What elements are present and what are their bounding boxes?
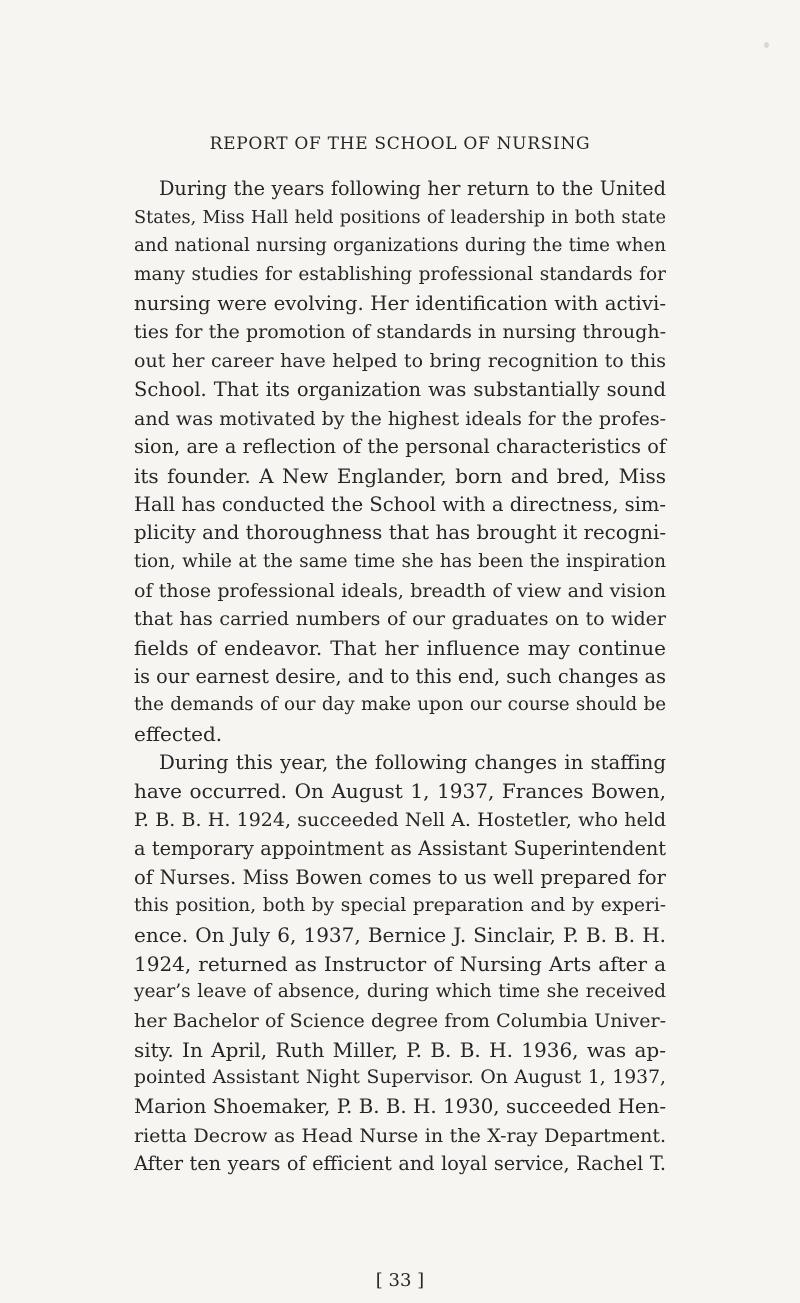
text-line: this position, both by special preparation and by experi- <box>134 895 666 917</box>
text-line: have occurred. On August 1, 1937, Frances Bowen, <box>134 779 666 804</box>
text-line: fields of endeavor. That her influence may continue <box>134 636 666 660</box>
text-line: sity. In April, Ruth Miller, P. B. B. H. 1936, was ap- <box>134 1037 666 1062</box>
text-line: nursing were evolving. Her identification with activi- <box>134 291 666 315</box>
text-line: School. That its organization was substantially sound <box>134 377 666 401</box>
text-line: effected. <box>134 722 223 747</box>
text-line: many studies for establishing professional standards for <box>134 264 666 286</box>
text-line: ties for the promotion of standards in nursing through- <box>134 321 666 344</box>
text-line: States, Miss Hall held positions of leadership in both state <box>134 207 666 228</box>
text-line: Hall has conducted the School with a directness, sim- <box>134 492 666 516</box>
text-line: plicity and thoroughness that has brought it recogni- <box>134 521 666 545</box>
text-line: After ten years of efficient and loyal service, Rachel T. <box>134 1152 666 1176</box>
text-line: sion, are a reflection of the personal characteristics of <box>134 435 666 459</box>
paper-speck <box>764 42 769 48</box>
text-line: and national nursing organizations during the time when <box>134 235 666 257</box>
text-line: its founder. A New Englander, born and bred, Miss <box>134 463 666 488</box>
text-line: that has carried numbers of our graduates on to wider <box>134 608 666 631</box>
text-line: rietta Decrow as Head Nurse in the X-ray Department. <box>134 1124 666 1147</box>
text-line: and was motivated by the highest ideals for the profes- <box>134 407 666 430</box>
text-line: During this year, the following changes in staffing <box>159 750 666 774</box>
text-line: pointed Assistant Night Supervisor. On August 1, 1937, <box>134 1067 666 1089</box>
text-line: a temporary appointment as Assistant Superintendent <box>134 836 666 860</box>
text-line: is our earnest desire, and to this end, such changes as <box>134 664 666 688</box>
text-line: Marion Shoemaker, P. B. B. H. 1930, succeeded Hen- <box>134 1095 666 1118</box>
text-line: P. B. B. H. 1924, succeeded Nell A. Hostetler, who held <box>134 809 666 832</box>
text-line: her Bachelor of Science degree from Columbia Univer- <box>134 1009 666 1032</box>
text-line: year’s leave of absence, during which time she received <box>134 981 666 1003</box>
body-text <box>134 175 666 1179</box>
text-line: During the years following her return to the United <box>159 177 666 200</box>
text-line: of those professional ideals, breadth of view and vision <box>134 579 666 602</box>
text-line: ence. On July 6, 1937, Bernice J. Sinclair, P. B. B. H. <box>134 922 666 947</box>
text-line: tion, while at the same time she has been the inspiration <box>134 550 666 572</box>
text-line: out her career have helped to bring recognition to this <box>134 350 666 373</box>
text-line: 1924, returned as Instructor of Nursing Arts after a <box>134 951 666 976</box>
running-head: REPORT OF THE SCHOOL OF NURSING <box>209 134 591 154</box>
text-line: the demands of our day make upon our course should be <box>134 694 666 716</box>
text-line: of Nurses. Miss Bowen comes to us well prepared for <box>134 865 666 889</box>
page-number: [ 33 ] <box>375 1270 425 1291</box>
